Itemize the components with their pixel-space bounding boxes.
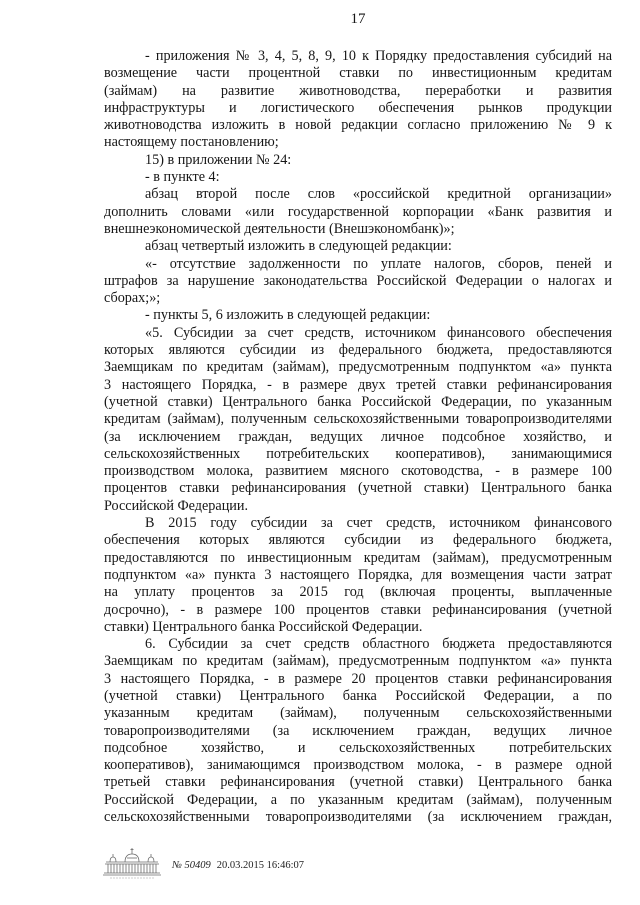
text-line: обеспечения которых являются субсидии из федерального бюджета,	[104, 532, 612, 549]
text-line: (за исключением граждан, ведущих личное подсобное хозяйство, и	[104, 428, 612, 445]
text-line: возмещение части процентной ставки по инвестиционным кредитам	[104, 65, 612, 82]
body-text	[104, 48, 612, 826]
text-line: «5. Субсидии за счет средств, источником финансового обеспечения	[145, 324, 612, 341]
paragraph	[104, 152, 612, 169]
text-line: товаропроизводителями (за исключением граждан, ведущих личное	[104, 722, 612, 739]
text-line: ставки) Центрального банка Российской Федерации.	[104, 618, 423, 635]
paragraph	[104, 636, 612, 826]
text-line: Российской Федерации.	[104, 497, 249, 514]
building-emblem-icon	[102, 847, 162, 881]
paragraph	[104, 238, 612, 255]
text-line: сборах;»;	[104, 290, 161, 307]
text-line: предоставляются по инвестиционным кредитам (займам), предусмотренным	[104, 549, 612, 566]
text-line: животноводства изложить в новой редакции согласно приложению № 9 к	[104, 117, 612, 134]
page-number: 17	[350, 11, 366, 27]
text-line: инфраструктуры и логистического обеспечения рынков продукции	[104, 99, 612, 116]
paragraph	[104, 169, 612, 186]
text-line: 6. Субсидии за счет средств областного бюджета предоставляются	[145, 636, 612, 653]
text-line: Заемщикам по кредитам (займам), предусмотренным подпунктом «а» пункта	[104, 653, 612, 670]
text-line: (займам) на развитие животноводства, переработки и развития	[104, 82, 612, 99]
text-line: Российской Федерации, а по указанным кредитам (займам), полученным	[104, 791, 612, 808]
text-line: абзац второй после слов «российской кредитной организации»	[145, 186, 612, 203]
text-line: (учетной ставки) Центрального банка Российской Федерации, а по	[104, 687, 612, 704]
text-line: на уплату процентов за 2015 год (включая проценты, выплаченные	[104, 584, 612, 601]
paragraph	[104, 307, 612, 324]
text-line: кредитам (займам), полученным сельскохозяйственными товаропроизводителями	[104, 411, 612, 428]
text-line: подпунктом «а» пункта 3 настоящего Порядка, для возмещения части затрат	[104, 566, 612, 583]
registration-timestamp: 20.03.2015 16:46:07	[216, 860, 304, 871]
text-line: - в пункте 4:	[145, 169, 220, 186]
text-line: 3 настоящего Порядка, - в размере двух третей ставки рефинансирования	[104, 376, 612, 393]
text-line: - приложения № 3, 4, 5, 8, 9, 10 к Порядку предоставления субсидий на	[145, 48, 612, 64]
text-line: дополнить словами «или государственной корпорации «Банк развития и	[104, 203, 612, 220]
text-line: кооперативов), занимающимся производством молока, - в размере одной	[104, 757, 612, 774]
text-line: В 2015 году субсидии за счет средств, источником финансового	[145, 515, 612, 532]
document-footer	[102, 845, 402, 883]
text-line: процентов ставки рефинансирования (учетной ставки) Центрального банка	[104, 480, 612, 497]
text-line: сельскохозяйственными товаропроизводителями (за исключением граждан,	[104, 809, 612, 826]
text-line: абзац четвертый изложить в следующей редакции:	[145, 238, 452, 255]
text-line: производством молока, развитием мясного скотоводства, - в размере 100	[104, 463, 612, 480]
paragraph	[104, 515, 612, 636]
text-line: настоящему постановлению;	[104, 134, 279, 151]
paragraph	[104, 48, 612, 152]
text-line: (учетной ставки) Центрального банка Российской Федерации, по указанным	[104, 393, 612, 410]
text-line: подсобное хозяйство, и сельскохозяйственных потребительских	[104, 739, 612, 756]
text-line: указанным кредитам (займам), полученным сельскохозяйственными	[104, 705, 612, 722]
text-line: - пункты 5, 6 изложить в следующей редакции:	[145, 307, 431, 324]
text-line: 15) в приложении № 24:	[145, 151, 292, 168]
text-line: Заемщикам по кредитам (займам), предусмотренным подпунктом «а» пункта	[104, 359, 612, 376]
paragraph	[104, 256, 612, 308]
paragraph	[104, 186, 612, 238]
text-line: досрочно), - в размере 100 процентов ставки рефинансирования (учетной	[104, 601, 612, 618]
paragraph	[104, 325, 612, 515]
text-line: сельскохозяйственных потребительских кооперативов), занимающимися	[104, 445, 612, 462]
text-line: 3 настоящего Порядка, - в размере 20 процентов ставки рефинансирования	[104, 670, 612, 687]
registration-number: № 50409	[172, 860, 211, 871]
text-line: «- отсутствие задолженности по уплате налогов, сборов, пеней и	[145, 255, 612, 272]
text-line: которых являются субсидии из федерального бюджета, предоставляются	[104, 342, 612, 359]
text-line: внешнеэкономической деятельности (Внешэкономбанк)»;	[104, 220, 455, 237]
footer-stamp	[172, 860, 304, 872]
text-line: штрафов за нарушение законодательства Российской Федерации о налогах и	[104, 272, 612, 289]
text-line: третьей ставки рефинансирования (учетной ставки) Центрального банка	[104, 774, 612, 791]
